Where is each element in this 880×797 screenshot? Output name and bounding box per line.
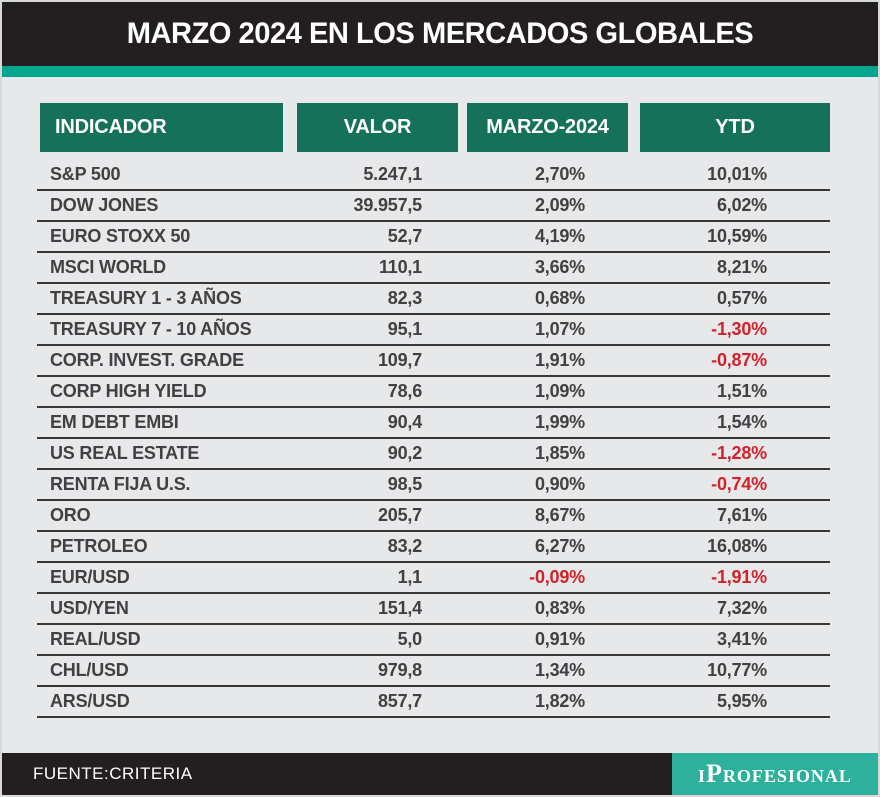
table-row (37, 501, 830, 532)
iprofesional-logo (672, 753, 878, 795)
marzo-cell: 6,27% (534, 536, 585, 556)
valor-cell: 5,0 (397, 629, 422, 649)
marzo-cell: 4,19% (534, 226, 585, 246)
valor-cell: 90,4 (387, 412, 422, 432)
valor-cell: 857,7 (377, 691, 422, 711)
valor-cell: 95,1 (387, 319, 422, 339)
table-row (37, 377, 830, 408)
column-header-indicador: INDICADOR (40, 103, 283, 152)
indicador-cell: USD/YEN (50, 598, 129, 618)
indicador-cell: US REAL ESTATE (50, 443, 200, 463)
table-row (37, 563, 830, 594)
indicador-cell: CORP HIGH YIELD (50, 381, 207, 401)
marzo-cell: 1,91% (534, 350, 585, 370)
marzo-cell: 1,09% (534, 381, 585, 401)
ytd-cell: 1,54% (716, 412, 767, 432)
table-row (37, 191, 830, 222)
page-title: MARZO 2024 EN LOS MERCADOS GLOBALES (126, 17, 754, 50)
indicador-cell: MSCI WORLD (50, 257, 166, 277)
indicador-cell: RENTA FIJA U.S. (50, 474, 191, 494)
marzo-cell: 8,67% (534, 505, 585, 525)
indicador-cell: EM DEBT EMBI (50, 412, 179, 432)
indicador-cell: TREASURY 7 - 10 AÑOS (50, 319, 252, 339)
ytd-cell: 8,21% (716, 257, 767, 277)
valor-cell: 90,2 (387, 443, 422, 463)
table-row (37, 315, 830, 346)
marzo-cell: 1,99% (534, 412, 585, 432)
marzo-cell: 0,90% (534, 474, 585, 494)
indicador-cell: DOW JONES (50, 195, 159, 215)
table-row (37, 222, 830, 253)
marzo-cell: 1,82% (534, 691, 585, 711)
ytd-cell: 1,51% (716, 381, 767, 401)
table-row (37, 656, 830, 687)
marzo-cell: 0,68% (534, 288, 585, 308)
teal-accent-stripe (2, 66, 878, 77)
column-header-marzo-2024: MARZO-2024 (467, 103, 628, 152)
marzo-cell: 2,70% (534, 164, 585, 184)
indicador-cell: ORO (50, 505, 91, 525)
valor-cell: 82,3 (387, 288, 422, 308)
valor-cell: 78,6 (387, 381, 422, 401)
iprofesional-logo-text: iProfesional (698, 759, 852, 788)
indicador-cell: CORP. INVEST. GRADE (50, 350, 244, 370)
table-row (37, 594, 830, 625)
ytd-cell: 16,08% (707, 536, 767, 556)
indicador-cell: EUR/USD (50, 567, 130, 587)
valor-cell: 205,7 (377, 505, 422, 525)
indicador-cell: TREASURY 1 - 3 AÑOS (50, 288, 242, 308)
table-row (37, 625, 830, 656)
indicador-cell: PETROLEO (50, 536, 148, 556)
table-row (37, 687, 830, 718)
valor-cell: 151,4 (377, 598, 422, 618)
table-row (37, 160, 830, 191)
table-row (37, 470, 830, 501)
marzo-cell: 0,91% (534, 629, 585, 649)
indicador-cell: EURO STOXX 50 (50, 226, 191, 246)
column-header-ytd: YTD (640, 103, 830, 152)
marzo-cell: 0,83% (534, 598, 585, 618)
ytd-cell: -0,87% (711, 350, 767, 370)
ytd-cell: 5,95% (716, 691, 767, 711)
ytd-cell: 10,59% (707, 226, 767, 246)
ytd-cell: 10,77% (707, 660, 767, 680)
ytd-cell: -1,28% (711, 443, 767, 463)
source-label: FUENTE:CRITERIA (33, 764, 193, 783)
ytd-cell: -1,30% (711, 319, 767, 339)
valor-cell: 98,5 (387, 474, 422, 494)
ytd-cell: 7,32% (716, 598, 767, 618)
marzo-cell: 2,09% (534, 195, 585, 215)
valor-cell: 52,7 (387, 226, 422, 246)
ytd-cell: 6,02% (716, 195, 767, 215)
valor-cell: 39.957,5 (353, 195, 422, 215)
marzo-cell: 1,34% (534, 660, 585, 680)
indicador-cell: REAL/USD (50, 629, 141, 649)
indicador-cell: CHL/USD (50, 660, 129, 680)
valor-cell: 109,7 (377, 350, 422, 370)
column-header-valor: VALOR (297, 103, 458, 152)
table-body (37, 160, 830, 718)
marzo-cell: 3,66% (534, 257, 585, 277)
ytd-cell: 7,61% (716, 505, 767, 525)
ytd-cell: 0,57% (716, 288, 767, 308)
table-row (37, 346, 830, 377)
table-row (37, 284, 830, 315)
table-row (37, 439, 830, 470)
indicador-cell: ARS/USD (50, 691, 130, 711)
ytd-cell: -0,74% (711, 474, 767, 494)
marzo-cell: 1,07% (534, 319, 585, 339)
marzo-cell: -0,09% (529, 567, 585, 587)
indicador-cell: S&P 500 (50, 164, 121, 184)
valor-cell: 979,8 (377, 660, 422, 680)
ytd-cell: 3,41% (716, 629, 767, 649)
title-bar (2, 2, 878, 66)
valor-cell: 5.247,1 (363, 164, 422, 184)
valor-cell: 1,1 (397, 567, 422, 587)
ytd-cell: -1,91% (711, 567, 767, 587)
table-row (37, 532, 830, 563)
valor-cell: 83,2 (387, 536, 422, 556)
table-row (37, 253, 830, 284)
valor-cell: 110,1 (378, 257, 422, 277)
table-row (37, 408, 830, 439)
marzo-cell: 1,85% (534, 443, 585, 463)
ytd-cell: 10,01% (707, 164, 767, 184)
